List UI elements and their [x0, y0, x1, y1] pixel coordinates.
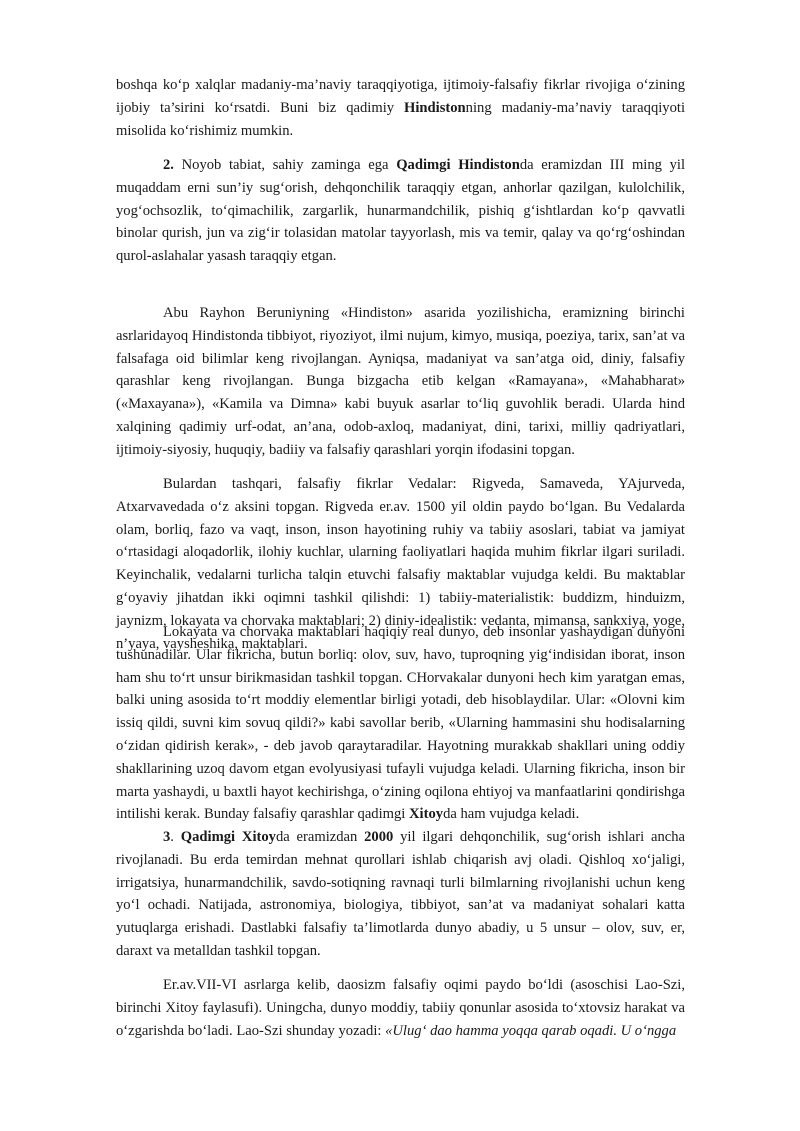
- text-run: ning madaniy-ma’naviy taraqqiyoti misolida ko‘rishimiz mumkin.: [116, 99, 685, 139]
- text-run: Lokayata va chorvaka maktablari haqiqiy real dunyo, deb insonlar yashaydigan dunyoni tushunadilar. Ular fikricha, butun borliq: olov, suv, havo, tuproqning yig‘indisidan iborat, inson ham shu to‘rt unsur birikmasidan tashkil topgan. CHorvakalar dunyoni hech kim yaratgan emas, balki uning asosida to‘rt moddiy elementlar birligi yotadi, deb hisoblaydilar. Ular: «Olovni kim issiq qildi, suvni kim sovuq qildi?» kabi savollar berib, «Ularning hammasini shu hodisalarning o‘zidan qidirish kerak», - deb javob qaraytaradilar. Hayotning murakkab shakllari uning oddiy shakllarining uzoq davom etgan evolyusiyasi tufayli vujudga keladi. Ularning fikricha, inson bir marta yashaydi, u baxtli hayot kechirishga, o‘zining oqilona ehtiyoj va manfaatlarini qondirishga intilishi kerak. Bunday falsafiy qarashlar qadimgi: [116, 624, 685, 823]
- italic-text: «Ulug‘ dao hamma yoqqa qarab oqadi. U o‘ngga: [385, 1022, 677, 1039]
- text-run: da ham vujudga keladi.: [443, 806, 580, 823]
- bold-text: 3: [163, 829, 171, 845]
- paragraph-2: [116, 154, 685, 268]
- text-run: da eramizdan: [275, 829, 365, 845]
- text-run: Er.av.VII-VI asrlarga kelib, daosizm falsafiy oqimi paydo bo‘ldi (asoschisi Lao-Szi, birinchi Xitoy faylasufi). Uningcha, dunyo moddiy, tabiiy qonunlar asosida to‘xtovsiz harakat va o‘zgarishda bo‘ladi. Lao-Szi shunday yozadi:: [116, 977, 685, 1039]
- text-run: boshqa ko‘p xalqlar madaniy-ma’naviy taraqqiyotiga, ijtimoiy-falsafiy fikrlar rivojiga o‘zining ijobiy ta’sirini ko‘rsatdi. Buni biz qadimiy: [116, 77, 685, 116]
- paragraph-7: [116, 974, 685, 1042]
- bold-text: Hindiston: [404, 99, 466, 116]
- paragraph-6: [116, 826, 685, 963]
- bold-text: Xitoy: [409, 806, 444, 823]
- text-run: yil ilgari dehqonchilik, sug‘orish ishlari ancha rivojlanadi. Bu erda temirdan mehnat qurollari ishlab chiqarish avj oladi. Qishloq xo‘jaligi, irrigatsiya, hunarmandchilik, savdo-sotiqning ravnaqi turli bilmlarning rivojlanishi uchun keng yo‘l ochadi. Natijada, astronomiya, biologiya, tibbiyot, san’at va madaniyat sohalari katta yutuqlarga erishadi. Dastlabki falsafiy ta’limotlarda dunyo abadiy, u 5 unsur – olov, suv, er, daraxt va metalldan tashkil topgan.: [116, 829, 686, 959]
- text-run: .: [170, 829, 181, 845]
- paragraph-5: [116, 621, 685, 826]
- text-run: Abu Rayhon Beruniyning «Hindiston» asarida yozilishicha, eramizning birinchi asrlaridayoq Hindistonda tibbiyot, riyoziyot, ilmi nujum, kimyo, musiqa, poeziya, tarix, san’at va falsafaga oid bilimlar keng rivojlangan. Ayniqsa, madaniyat va san’atga oid, diniy, falsafiy qarashlar keng rivojlangan. Bunga bizgacha etib kelgan «Ramayana», «Mahabharat» («Maxayana»), «Kamila va Dimna» kabi buyuk asarlar to‘liq guvohlik beradi. Ularda hind xalqining qadimiy urf-odat, an’ana, odob-axloq, madaniyat, dini, tarixi, milliy qadriyatlari, ijtimoiy-siyosiy, huquqiy, badiiy va falsafiy qarashlari yorqin ifodasini topgan.: [116, 305, 685, 458]
- paragraph-1: [116, 74, 685, 142]
- bold-text: 2.: [163, 157, 174, 173]
- bold-text: 2000: [364, 829, 394, 845]
- bold-text: Qadimgi Hindiston: [396, 157, 520, 173]
- paragraph-3: [116, 302, 685, 462]
- text-run: Noyob tabiat, sahiy zaminga ega: [173, 157, 397, 173]
- text-run: Bulardan tashqari, falsafiy fikrlar Vedalar: Rigveda, Samaveda, YAjurveda, Atxarvavedada o‘z aksini topgan. Rigveda er.av. 1500 yil oldin paydo bo‘lgan. Bu Vedalarda olam, borliq, fazo va vaqt, inson, inson hayotining ruhiy va tabiiy asoslari, tabiat va jamiyat o‘rtasidagi aloqadorlik, ilohiy kuchlar, ularning faoliyatlari haqida muhim fikrlar ilgari suriladi. Keyinchalik, vedalarni turlicha talqin etuvchi falsafiy maktablar vujudga keldi. Bu maktablar g‘oyaviy jihatdan ikki oqimni tashkil qilishdi: 1) tabiiy-materialistik: buddizm, hinduizm, jaynizm, lokayata va chorvaka maktablari; 2) diniy-idealistik: vedanta, mimansa, sankxiya, yoge, n’yaya, vaysheshika, maktablari.: [116, 476, 685, 652]
- bold-text: Qadimgi Xitoy: [180, 829, 276, 845]
- text-run: da eramizdan III ming yil muqaddam erni sun’iy sug‘orish, dehqonchilik taraqqiy etgan, anhorlar qazilgan, kulolchilik, yog‘ochsozlik, to‘qimachilik, zargarlik, hunarmandchilik, pishiq g‘ishtlardan ko‘p qavvatli binolar qurish, jun va zig‘ir tolasidan matolar tayyorlash, mis va temir, qalay va qo‘rg‘oshindan qurol-aslahalar yasash taraqqiy etgan.: [116, 157, 686, 265]
